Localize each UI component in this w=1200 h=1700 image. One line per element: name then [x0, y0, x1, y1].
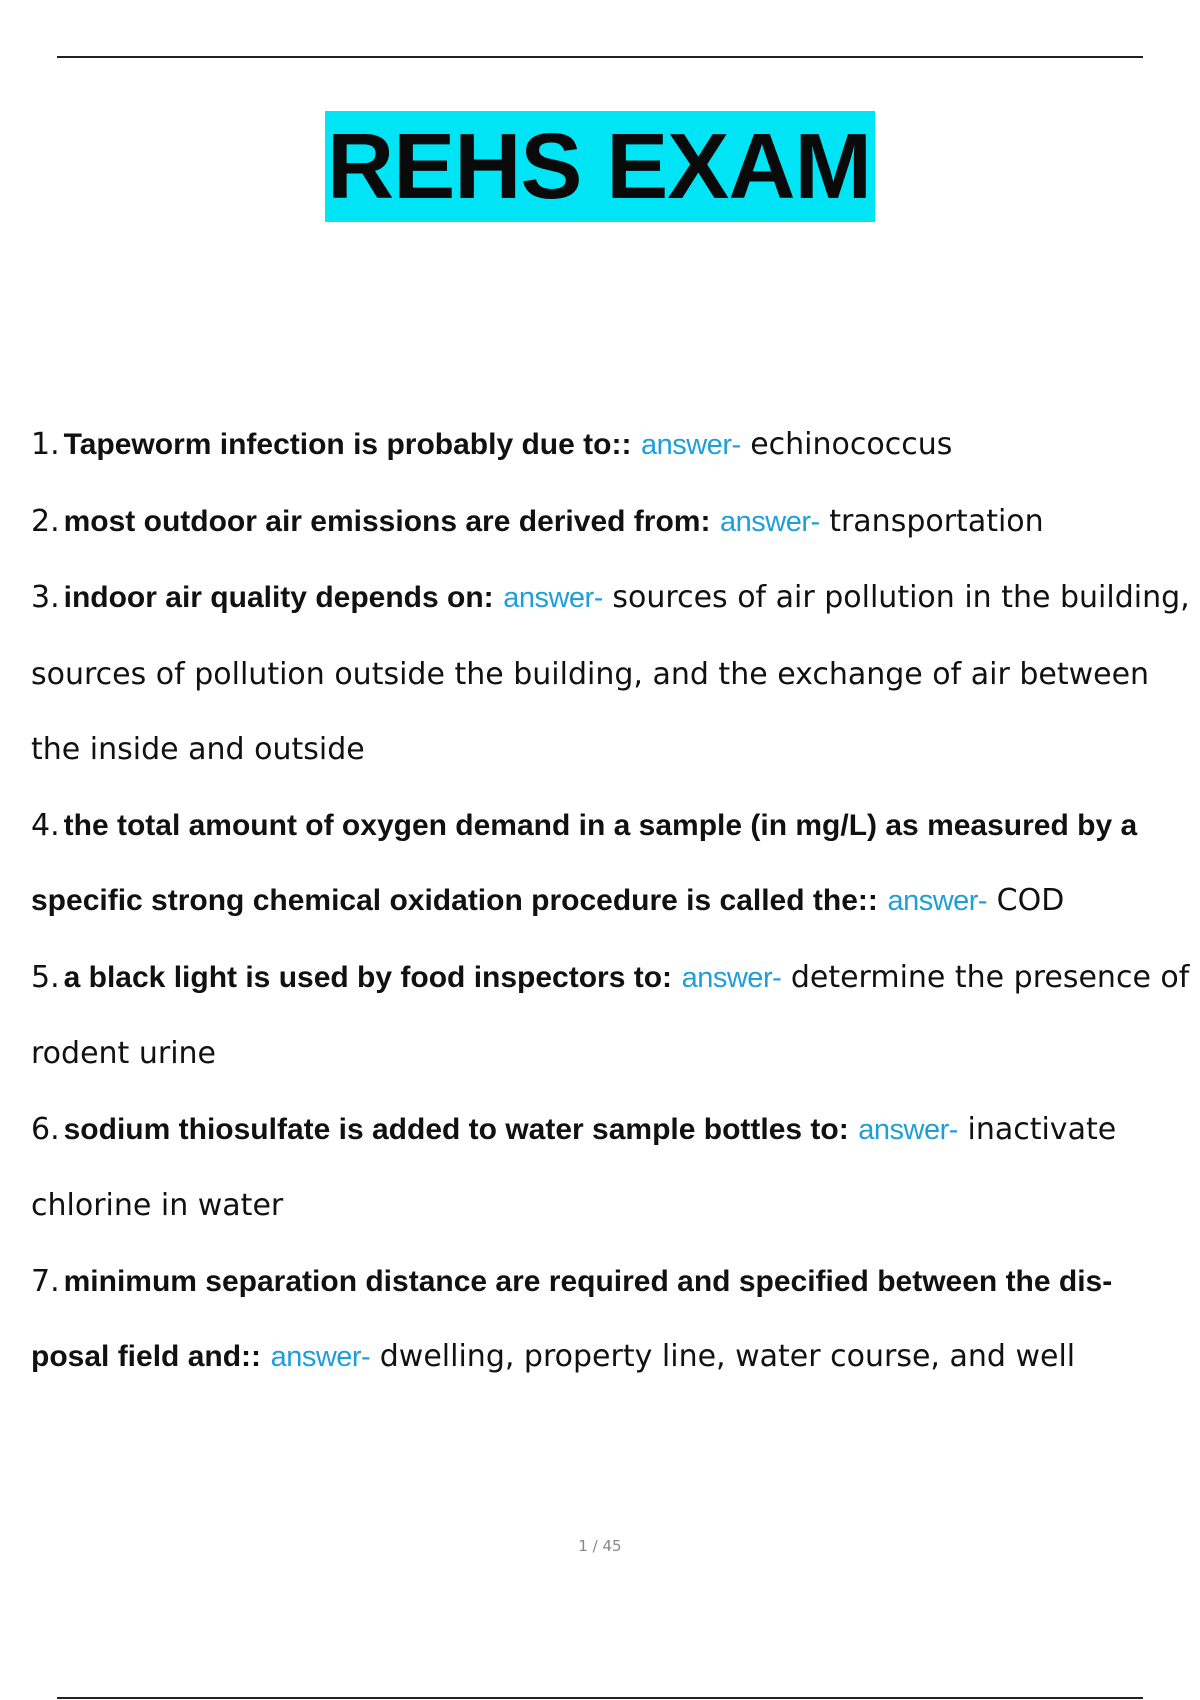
answer-label: answer-: [503, 582, 603, 614]
answer-text: dwelling, property line, water course, and well: [379, 1339, 1076, 1374]
answer-text: COD: [996, 883, 1065, 918]
question-item: [31, 407, 1193, 484]
top-rule: [57, 56, 1143, 58]
question-item: [31, 1244, 1193, 1396]
answer-text: echinococcus: [750, 427, 953, 462]
bottom-rule: [57, 1697, 1143, 1699]
question-text: most outdoor air emissions are derived from:: [63, 504, 711, 538]
question-item: [31, 1092, 1193, 1244]
question-number: 1.: [31, 427, 60, 462]
answer-text: inactivate chlorine in water: [31, 1111, 1117, 1223]
question-text: minimum separation distance are required and specified between the dis- posal field and::: [31, 1264, 1113, 1373]
question-number: 6.: [31, 1111, 60, 1147]
question-number: 2.: [31, 503, 60, 539]
title-container: [0, 111, 1200, 222]
answer-text: determine the presence of rodent urine: [31, 959, 1190, 1071]
answer-label: answer-: [887, 885, 988, 917]
answer-text: sources of air pollution in the building, sources of pollution outside the building, and the exchange of air between the inside and outside: [31, 580, 1190, 767]
question-text: a black light is used by food inspectors to:: [63, 960, 673, 994]
question-number: 5.: [31, 959, 60, 995]
document-title: REHS EXAM: [325, 111, 875, 222]
question-number: 4.: [31, 807, 60, 843]
question-number: 3.: [31, 580, 60, 615]
question-text: Tapeworm infection is probably due to::: [63, 428, 632, 461]
question-item: [31, 940, 1193, 1092]
question-item: [31, 484, 1193, 561]
question-item: [31, 560, 1193, 788]
question-text: the total amount of oxygen demand in a sample (in mg/L) as measured by a specific strong chemical oxidation procedure is called the::: [31, 808, 1138, 917]
question-text: sodium thiosulfate is added to water sample bottles to:: [63, 1112, 849, 1146]
answer-label: answer-: [858, 1113, 958, 1146]
answer-text: transportation: [829, 503, 1044, 539]
answer-label: answer-: [270, 1341, 371, 1373]
page-indicator: 1 / 45: [578, 1537, 622, 1555]
question-text: indoor air quality depends on:: [63, 581, 494, 614]
question-number: 7.: [31, 1263, 60, 1299]
question-item: [31, 788, 1193, 940]
answer-label: answer-: [720, 505, 820, 538]
question-list: [31, 407, 1193, 1396]
answer-label: answer-: [640, 429, 741, 461]
answer-label: answer-: [681, 961, 782, 994]
